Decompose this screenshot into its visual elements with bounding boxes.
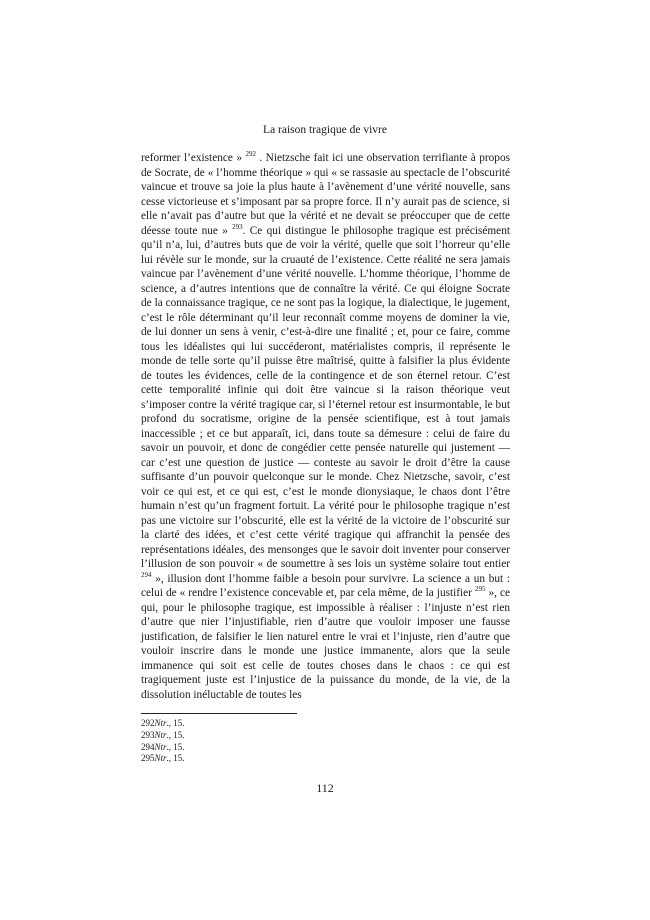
body-segment-3: . Ce qui distingue le philosophe tragique est précisément qu’il n’a, lui, d’autres buts que de voir la vérité, quelle que soit l’horreur qu’elle lui révèle sur le monde, sur la cruauté de l’existence. Cette réalité ne sera jamais vaincue par l’avènement d’une vérité nouvelle. L’homme théorique, l’homme de science, a d’autres intentions que de connaître la vérité. Ce qui éloigne Socrate de la connaissance tragique, ce ne sont pas la logique, la dialectique, le jugement, c’est le rôle déterminant qu’il leur reconnaît comme moyens de dominer la vie, de lui donner un sens à venir, c’est-à-dire une finalité ; et, pour ce faire, comme tous les idéalistes qui lui succéderont, matérialistes compris, il représente le monde de telle sorte qu’il puisse être maîtrisé, quitte à falsifier la plus évidente de toutes les évidences, celle de la contingence et de son éternel retour. C’est cette temporalité infinie qui doit être vaincue si la raison théorique veut s’imposer contre la vérité tragique car, si l’éternel retour est insurmontable, le but profond du socratisme, origine de la pensée scientifique, est à tout jamais inaccessible ; et ce but apparaît, ici, dans toute sa démesure : celui de faire du savoir un pouvoir, et donc de congédier cette pensée naturelle qui justement — car c’est une question de justice — conteste au savoir le droit d’être la cause suffisante d’un pouvoir quelconque sur le monde. Chez Nietzsche, savoir, c’est voir ce qui est, et ce qui est, c’est le monde dionysiaque, le chaos dont l’être humain n’est qu’un fragment fortuit. La vérité pour le philosophe tragique n’est pas une victoire sur l’obscurité, elle est la vérité de la victoire de l’obscurité sur la clarté des idées, et c’est cette vérité tragique qui affranchit la pensée des représentations idéales, des mensonges que le savoir doit inventer pour conserver l’illusion de son pouvoir « de soumettre à ses lois un système solaire tout entier xyxy=(141,224,510,570)
footnote-number: 293 xyxy=(141,729,155,740)
body-segment-2: . Nietzsche fait ici une observation terrifiante à propos de Socrate, de « l’homme théorique » qui « se rassasie au spectacle de l’obscurité vaincue et trouve sa joie la plus haute à l’avènement d’une vérité nouvelle, sans cesse victorieuse et s’imposant par sa propre force. Il n’y aurait pas de science, si elle n’avait pas d’autre but que la vérité et ne devait se préoccuper que de cette déesse toute nue » xyxy=(141,152,510,237)
footnote-page: ., 15. xyxy=(166,729,185,740)
page-number: 112 xyxy=(316,781,334,795)
footnote-ref-293: 293 xyxy=(232,222,243,231)
footnote-divider xyxy=(141,713,297,714)
body-segment-4: », illusion dont l’homme faible a besoin pour survivre. La science a un but : celui de « rendre l’existence concevable et, par cela même, de la justifier xyxy=(141,572,511,599)
footnote-294 xyxy=(141,742,185,754)
footnote-source: Ntr xyxy=(154,729,167,740)
body-paragraph xyxy=(141,151,510,702)
footnote-293 xyxy=(141,730,185,742)
body-text xyxy=(141,151,510,702)
footnote-source: Ntr xyxy=(154,753,167,764)
running-head: La raison tragique de vivre xyxy=(263,124,387,136)
footnote-page: ., 15. xyxy=(166,741,185,752)
footnote-295 xyxy=(141,753,185,765)
footnote-page: ., 15. xyxy=(166,718,185,728)
footnote-source: Ntr xyxy=(154,718,167,728)
footnote-number: 295 xyxy=(141,753,155,764)
footnote-number: 294 xyxy=(141,741,155,752)
body-segment-1: reformer l’existence » xyxy=(141,152,242,164)
footnote-source: Ntr xyxy=(154,741,167,752)
footnote-number: 292 xyxy=(141,718,155,728)
footnote-page: ., 15. xyxy=(166,753,185,764)
body-segment-5: », ce qui, pour le philosophe tragique, est impossible à réaliser : l’injuste n’est rien d’autre que nier l’injustifiable, rien d’autre que vouloir imposer une fausse justification, de falsifier le lien naturel entre le vrai et l’injuste, rien d’autre que vouloir inscrire dans le monde une justice immanente, alors que la seule immanence qui soit est celle de toutes choses dans le chaos : ce qui est tragiquement juste est l’injustice de la puissance du monde, de la vie, de la dissolution inéluctable de toutes les xyxy=(141,587,510,701)
footnote-ref-292: 292 xyxy=(245,150,256,159)
footnote-292 xyxy=(141,718,185,730)
footnote-ref-295: 295 xyxy=(474,585,486,594)
footnotes xyxy=(141,718,185,765)
footnote-ref-294: 294 xyxy=(141,570,152,579)
